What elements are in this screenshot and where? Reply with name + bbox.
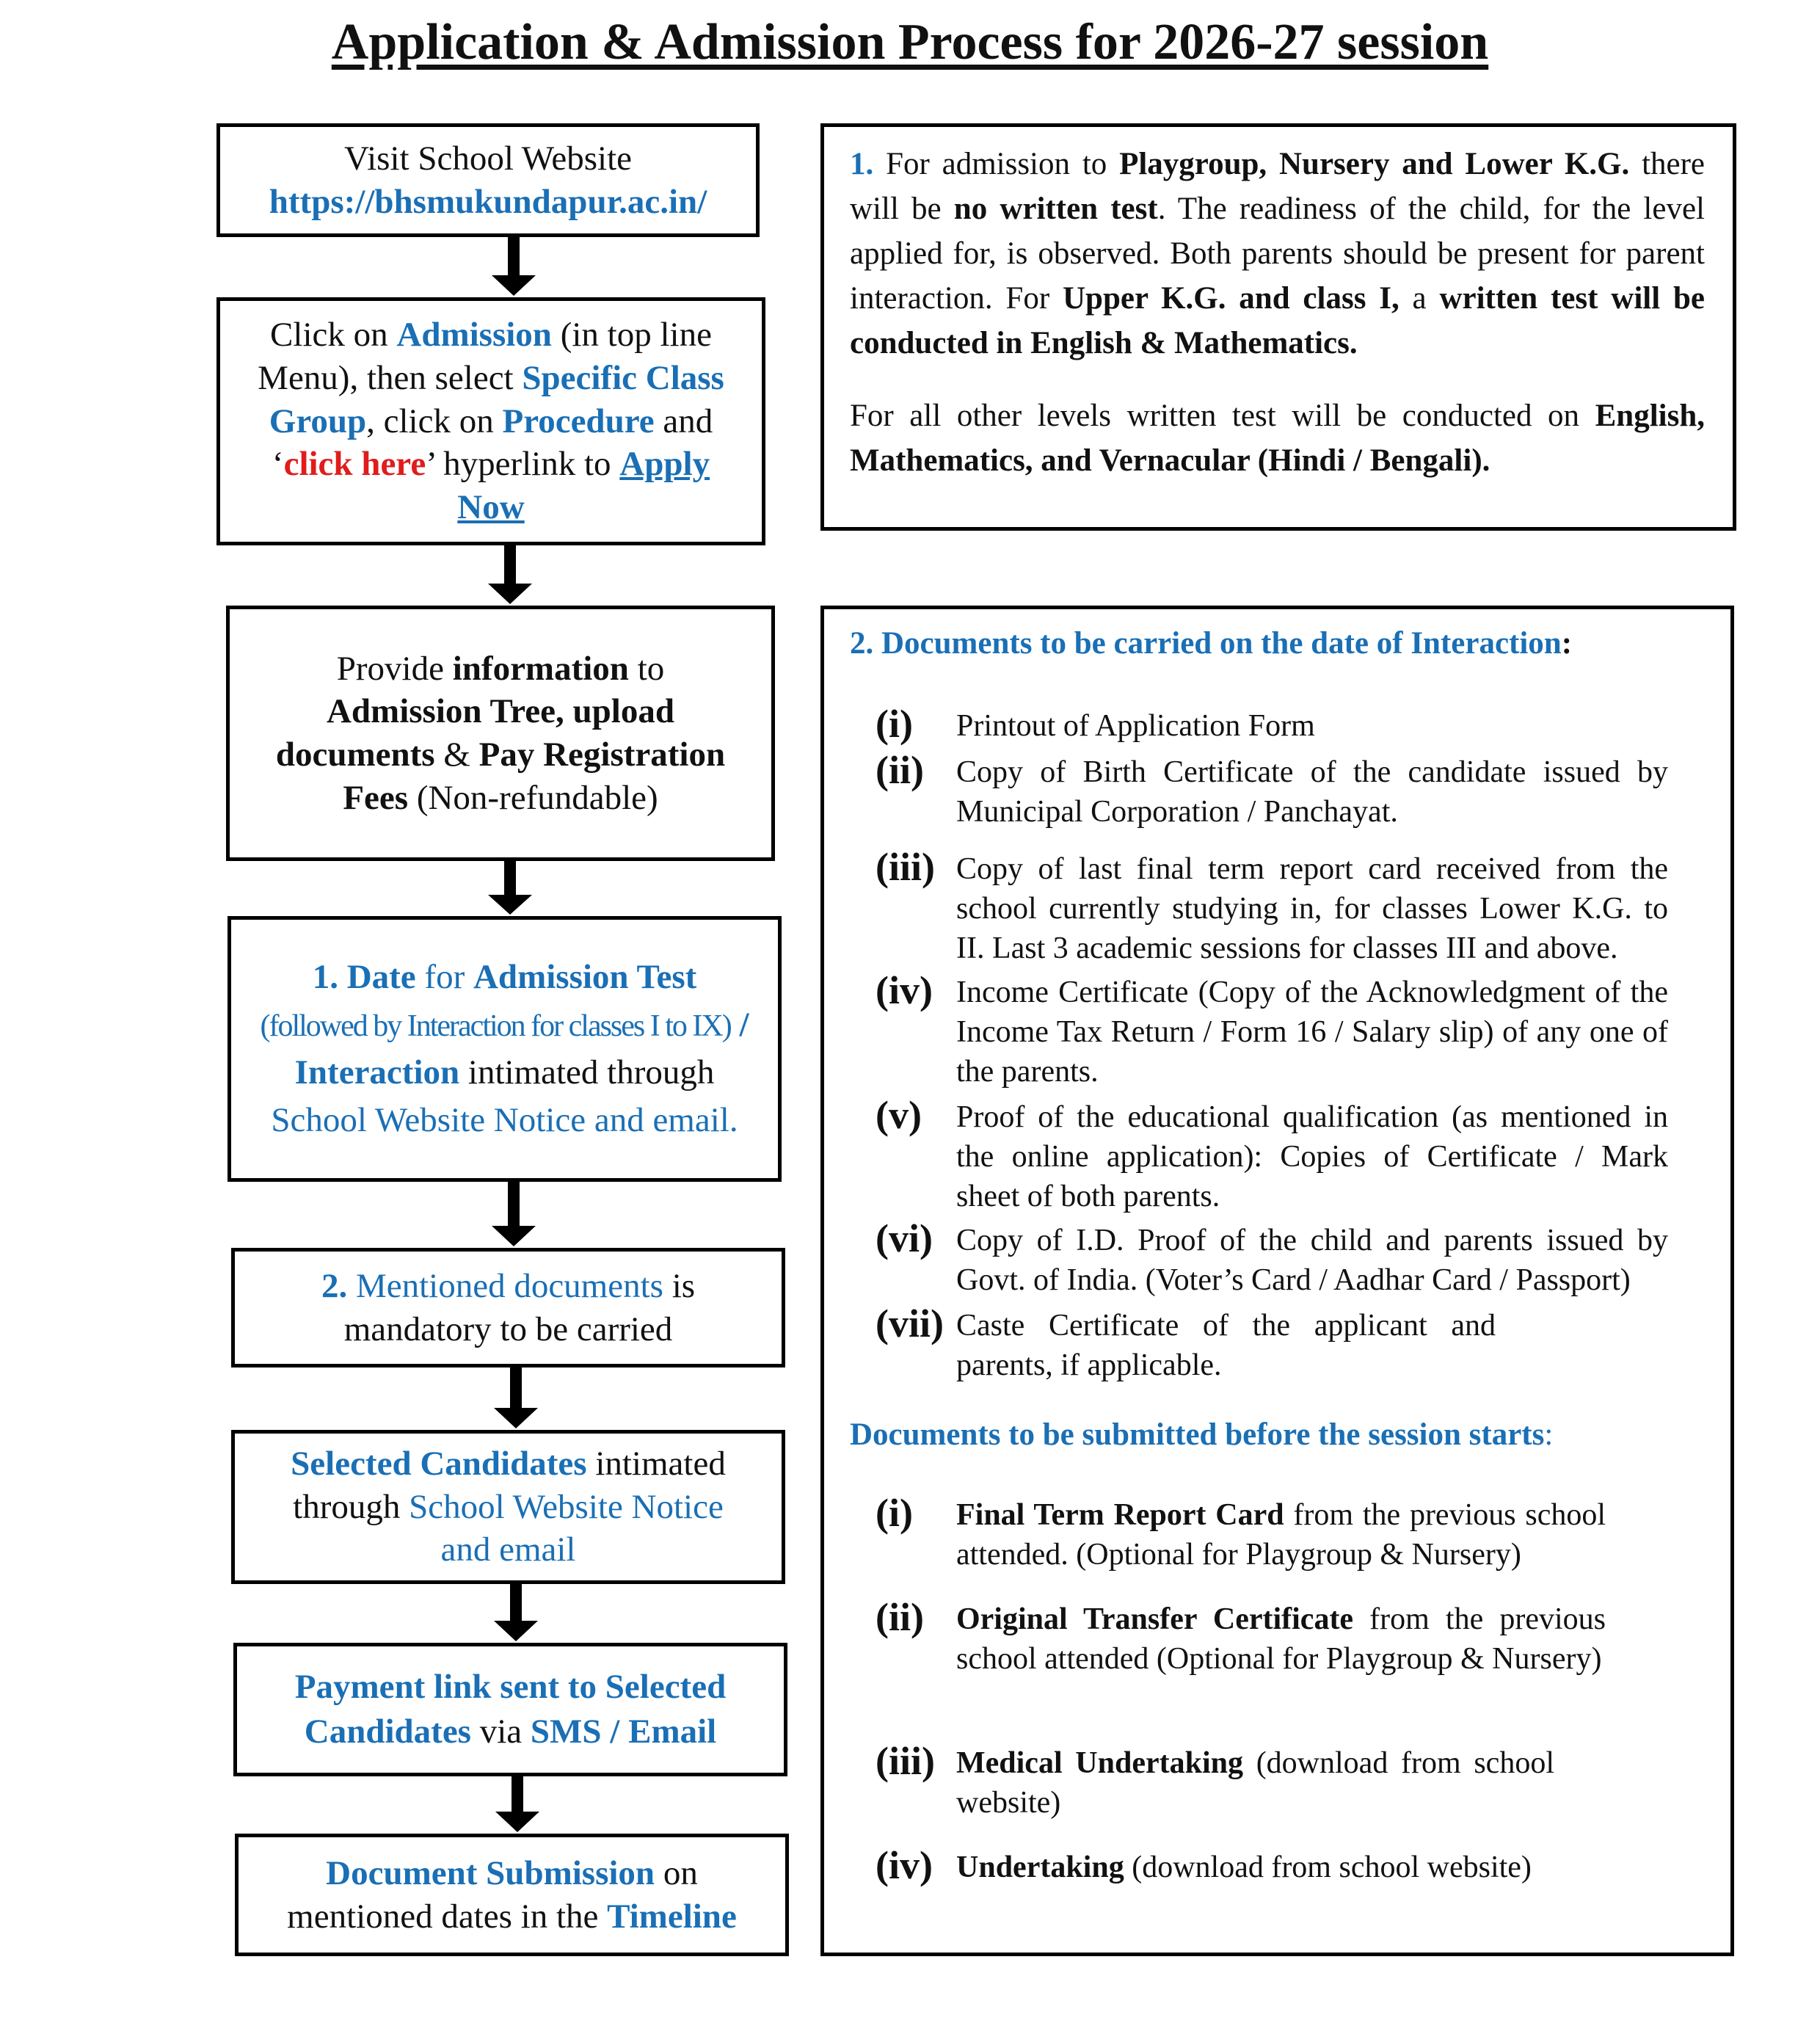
flow-arrow-5 [490, 1367, 542, 1430]
info1-text: there will be [850, 147, 1705, 227]
step4-bold: Interaction [294, 1053, 460, 1092]
step-document-submission [235, 1834, 789, 1956]
school-website-link[interactable]: https://bhsmukundapur.ac.in/ [269, 182, 707, 221]
step4-text: / [730, 1006, 749, 1045]
specific-class-group-label: Specific Class Group [269, 358, 724, 440]
item-number: (vi) [876, 1216, 933, 1260]
documents-submitted-heading [850, 1417, 1553, 1453]
item-bold: Undertaking [956, 1850, 1124, 1884]
step8-text: on mentioned dates in the [287, 1853, 698, 1936]
item-bold: Medical Undertaking [956, 1746, 1244, 1780]
info1-text: . The readiness of the child, for the level applied for, is observed. Both parents should be present for parent interaction. For [850, 192, 1705, 316]
step-visit-website [216, 123, 760, 237]
step8-bold: Timeline [607, 1897, 737, 1936]
info-box-documents [820, 606, 1734, 1956]
item-number: (i) [876, 702, 913, 746]
step8-bold: Document Submission [326, 1853, 655, 1892]
admission-menu-label: Admission [396, 316, 552, 355]
page-title: Application & Admission Process for 2026-27 session [331, 14, 1489, 70]
step4-text: for [415, 958, 473, 997]
item-text: Copy of Birth Certificate of the candidate issued by Municipal Corporation / Panchayat. [956, 755, 1668, 829]
step2-text: (in top line Menu), then select [258, 316, 712, 397]
item-number: (i) [876, 1491, 913, 1535]
step-admission-test-date [228, 916, 782, 1182]
step2-text: Click on [270, 316, 397, 355]
item-text [956, 1496, 1606, 1575]
step-provide-information [226, 606, 775, 861]
item-number: (vii) [876, 1301, 944, 1345]
step-mentioned-documents [231, 1248, 785, 1367]
step4-notice: School Website Notice and email. [271, 1100, 738, 1139]
flow-arrow-2 [484, 545, 536, 606]
item-number: (iii) [876, 845, 935, 889]
step3-text: (Non-refundable) [408, 778, 658, 817]
step6-bold: Selected Candidates [291, 1444, 587, 1483]
step4-text: intimated through [459, 1053, 715, 1092]
step1-line1: Visit School Website [343, 139, 633, 178]
item-text: Proof of the educational qualification (as mentioned in the online application): Copies of Certificate / Mark sheet of both parents. [956, 1100, 1668, 1213]
item-number: (iv) [876, 1843, 933, 1887]
step7-text: via [470, 1712, 531, 1751]
step6-notice: School Website Notice and email [409, 1487, 724, 1569]
item-text: Printout of Application Form [956, 709, 1315, 743]
item-text: Copy of I.D. Proof of the child and parents issued by Govt. of India. (Voter’s Card / Aadhar Card / Passport) [956, 1224, 1668, 1297]
flow-arrow-1 [488, 237, 539, 297]
item-rest: (download from school website) [956, 1746, 1554, 1820]
item-bold: Final Term Report Card [956, 1498, 1284, 1532]
flow-arrow-7 [492, 1776, 543, 1834]
step3-text: to [628, 649, 665, 688]
item-text: Caste Certificate of the applicant and parents, if applicable. [956, 1309, 1496, 1382]
step5-text: is mandatory to be carried [343, 1266, 696, 1348]
info1-bold: Upper K.G. and class I, [1062, 281, 1399, 316]
documents-heading-text: 2. Documents to be carried on the date of Interaction [850, 626, 1562, 661]
info1-number: 1. [850, 147, 874, 181]
flow-arrow-3 [484, 861, 536, 916]
step-selected-candidates [231, 1430, 785, 1584]
step4-bold: Admission Test [473, 958, 697, 997]
flow-arrow-6 [490, 1584, 542, 1643]
item-text [956, 1600, 1606, 1679]
apply-now-link[interactable]: Apply Now [457, 445, 710, 527]
item-number: (iv) [876, 968, 933, 1012]
step-click-admission [216, 297, 765, 545]
step2-text: , click on [366, 402, 503, 440]
step5-number: 2. [321, 1266, 356, 1305]
item-rest: from the previous school attended. (Optional for Playgroup & Nursery) [956, 1498, 1606, 1572]
step4-number: 1. [312, 958, 347, 997]
item-rest: (download from school website) [1124, 1850, 1532, 1884]
heading-colon: : [1561, 626, 1573, 661]
info1-bold: English, Mathematics, and Vernacular (Hindi / Bengali). [850, 399, 1705, 479]
step7-bold: SMS / Email [530, 1712, 717, 1751]
step3-text: Provide [336, 649, 453, 688]
step5-docs: Mentioned documents [355, 1266, 663, 1305]
info1-text: For all other levels written test will be conducted on [850, 399, 1595, 434]
item-text [956, 1744, 1554, 1823]
info1-bold: Playgroup, Nursery and Lower K.G. [1119, 147, 1630, 181]
item-text: Income Certificate (Copy of the Acknowledgment of the Income Tax Return / Form 16 / Salary slip) of any one of the parents. [956, 976, 1668, 1089]
documents-carried-heading [850, 625, 1572, 661]
written-test-paragraph [850, 142, 1705, 366]
item-number: (ii) [876, 748, 924, 792]
step3-bold: Admission Tree, upload documents [275, 692, 675, 774]
info1-bold: written test will be conducted in English & Mathematics. [850, 281, 1705, 361]
info1-bold: no written test [953, 192, 1158, 227]
info-box-written-test [820, 123, 1736, 531]
item-number: (iii) [876, 1739, 935, 1783]
step7-bold: Payment link sent to Selected Candidates [294, 1667, 727, 1751]
flow-arrow-4 [488, 1182, 539, 1248]
item-number: (ii) [876, 1595, 924, 1639]
step3-bold: information [452, 649, 629, 688]
step2-text: ’ hyperlink to [426, 445, 620, 484]
other-levels-paragraph [850, 393, 1705, 483]
step4-bold: Date [346, 958, 416, 997]
procedure-label: Procedure [502, 402, 655, 440]
step3-text: & [434, 735, 479, 774]
item-text [956, 1848, 1606, 1888]
step3-bold: Pay Registration Fees [343, 735, 726, 817]
item-text: Copy of last final term report card received from the school currently studying in, for classes Lower K.G. to II. Last 3 academic sessions for classes III and above. [956, 852, 1668, 965]
info1-text: For admission to [873, 147, 1120, 181]
step-payment-link [233, 1643, 787, 1776]
step6-text: intimated through [293, 1444, 726, 1526]
step4-parenthetical: (followed by Interaction for classes I to IX) [260, 1009, 731, 1044]
heading-colon: : [1544, 1417, 1554, 1452]
click-here-link[interactable]: click here [283, 445, 426, 484]
item-number: (v) [876, 1093, 922, 1137]
item-bold: Original Transfer Certificate [956, 1602, 1354, 1636]
submitted-heading-text: Documents to be submitted before the session starts [850, 1417, 1545, 1452]
item-rest: from the previous school attended (Optional for Playgroup & Nursery) [956, 1602, 1606, 1676]
step2-text: and ‘ [272, 402, 713, 484]
info1-text: a [1399, 281, 1440, 316]
